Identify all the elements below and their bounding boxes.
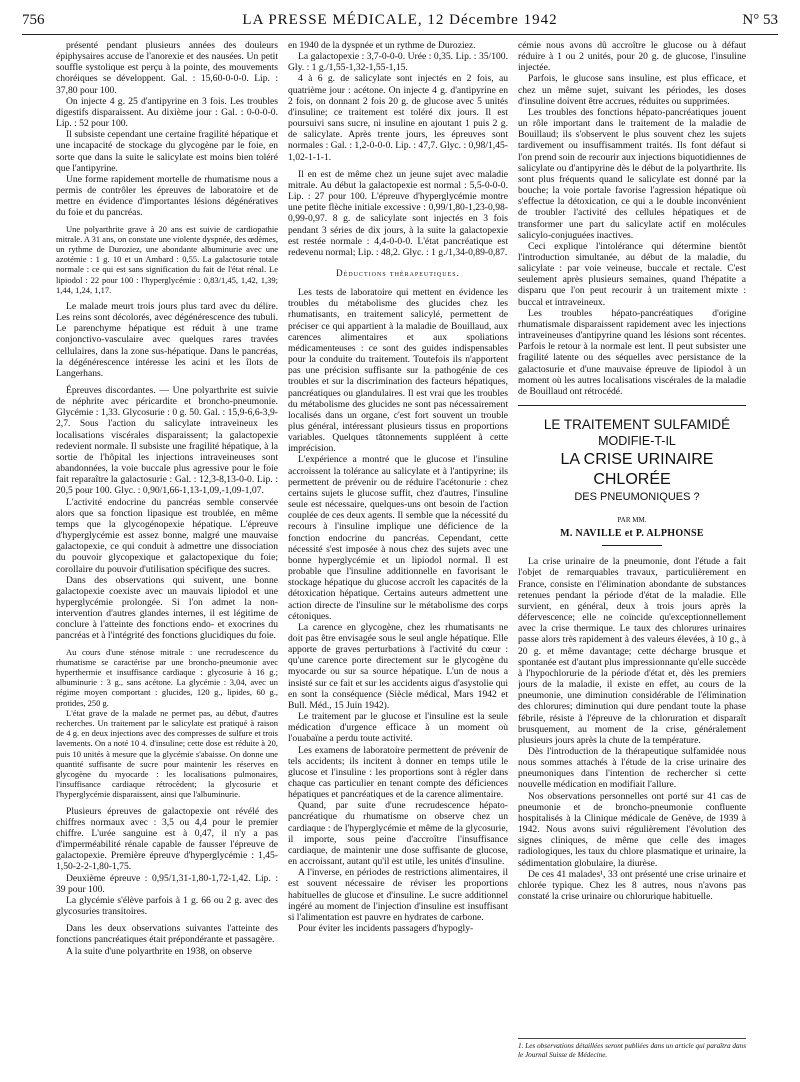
paragraph: Les troubles hépato-pancréatiques d'origine rhumatismale disparaissent rapidement avec les injections intraveineuses d'antipyrine quand les lésions sont récentes. Parfois le retour à la normale est lent. Il peut subsister une fragilité latente ou des séquelles avec persistance de la galactosurie et d'une mauvaise épreuve de lipiodol à un moment où les autres localisations viscérales de la maladie de Bouillaud ont rétrocédé. xyxy=(518,307,746,397)
paragraph: 4 à 6 g. de salicylate sont injectés en 2 fois, au quatrième jour : acétone. On injecte 4 g. d'antipyrine en 2 fois, on donnant 2 fois 20 g. de glucose avec 5 unités d'insuline; ce traitement est toléré dix jours. Il est poursuivi sans sucre, ni insuline en ajoutant 1 puis 2 g. de salicylate. Après trente jours, les épreuves sont normales : Gal. : 1,2-0-0-0. Lip. : 47,7. Glyc. : 0,98/1,45-1,02-1-1-1. xyxy=(288,73,508,163)
column-2 xyxy=(288,40,508,1068)
page-number: 756 xyxy=(22,12,45,28)
article-title-line1: LE TRAITEMENT SULFAMIDÉ xyxy=(543,417,731,432)
paragraph: Quand, par suite d'une recrudescence hépato-pancréatique du rhumatisme on observe chez un cardiaque : de l'hyperglycémie et même de la glycosurie, il importe, sous peine d'accroître l'insuffisance cardiaque, de maintenir une dose suffisante de glucose, en accroissant, autant qu'il est utile, les unités d'insuline. xyxy=(288,800,508,868)
column-1 xyxy=(56,40,278,1068)
paragraph: A l'inverse, en périodes de restrictions alimentaires, il est souvent nécessaire de réviser les proportions habituelles de glucose et d'insuline. Le sucre additionnel ingéré au moment de l'injection d'insuline est insuffisant si l'alimentation est pauvre en hydrates de carbone. xyxy=(288,867,508,923)
paragraph: Dans des observations qui suivent, une bonne galactopexie coexiste avec un mauvais lipiodol et une hyperglycémie prolongée. Si l'on admet la non-intervention d'autres glandes internes, il est légitime de conclure à l'atteinte des fonctions endo- et exocrines du pancréas et à l'intégrité des fonctions glucidiques du foie. xyxy=(56,574,278,642)
paragraph: Les examens de laboratoire permettent de prévenir de tels accidents; ils incitent à donner en temps utile le glucose et l'insuline : les proportions sont à régler dans chaque cas particulier en tenant compte des déficiences hépatiques et pancréatiques et de la carence alimentaire. xyxy=(288,744,508,801)
paragraph: présenté pendant plusieurs années des douleurs épiphysaires accuse de l'anorexie et des nausées. Un petit souffle systolique est perçu à la pointe, des mouvements choréiques se développent. Gal. : 15,60-0-0-0. Lip. : 37,80 pour 100. xyxy=(56,40,278,96)
paragraph: Dès l'introduction de la thérapeutique sulfamidée nous nous sommes attachés à l'étude de la crise urinaire des pneumoniques dans l'intention de rechercher si cette nouvelle médication en modifiait l'allure. xyxy=(518,745,746,791)
paragraph: Ceci explique l'intolérance qui détermine bientôt l'introduction simultanée, au début de la maladie, du salicylate : par voie veineuse, buccale et rectale. C'est seulement après plusieurs semaines, quand l'hépatite a disparu que l'on peut recourir à un traitement mixte : buccal et intraveineux. xyxy=(518,240,746,308)
paragraph: Deuxième épreuve : 0,95/1,31-1,80-1,72-1,42. Lip. : 39 pour 100. xyxy=(56,872,278,895)
journal-title: LA PRESSE MÉDICALE, 12 Décembre 1942 xyxy=(242,12,558,28)
authors: M. NAVILLE et P. ALPHONSE xyxy=(560,528,704,540)
paragraph: Parfois, le glucose sans insuline, est plus efficace, et chez un même sujet, suivant les périodes, les doses d'insuline doivent être accrues, réduites ou supprimées. xyxy=(518,73,746,107)
paragraph: Le malade meurt trois jours plus tard avec du délire. Les reins sont décolorés, avec dégénérescence des tubuli. Le parenchyme hépatique est réduit à une trame conjonctivo-vasculaire avec quelques rares travées cellulaires, dans la zone sus-hépatique. Dans le pancréas, la dégénérescence intéresse les acini et les îlots de Langerhans. xyxy=(56,300,278,379)
article-title-line3: LA CRISE URINAIRE CHLORÉE xyxy=(560,451,714,488)
byline-prefix: PAR MM. xyxy=(617,516,647,524)
paragraph: La carence en glycogène, chez les rhumatisants ne doit pas être envisagée sous le seul angle hépatique. Elle apporte de graves perturbations à l'activité du cœur : qu'une carence porte directement sur le glycogène du myocarde ou sur sa source hépatique. L'un de nous a insisté sur ce fait et sur les accidents aigus d'asystolie qui en sont la conséquence (Siècle médical, Mars 1942 et Bull. Méd., 15 Juin 1942). xyxy=(288,621,508,711)
paragraph: Les tests de laboratoire qui mettent en évidence les troubles du métabolisme des glucides chez les rhumatisants, en traitement salicylé, permettent de préciser ce qui appartient à la maladie de Bouillaud, aux carences alimentaires et aux spoliations médicamenteuses : ce sont des guides indispensables pour la conduite du traitement. Toutefois ils n'apportent pas une précision suffisante sur la pathogénie de ces troubles et sur la discrimination des facteurs hépatiques, pancréatiques ou glandulaires. Il est vrai que les troubles du métabolisme des glucides ne sont pas nécessairement localisés dans un organe, c'est fort souvent un trouble plus général, intéressant plusieurs tissus en proportions variables. Quelques tâtonnements suppléent à cette imprécision. xyxy=(288,287,508,455)
paragraph: cémie nous avons dû accroître le glucose ou à défaut réduire à 1 ou 2 unités, pour 20 g. de glucose, l'insuline injectée. xyxy=(518,40,746,74)
paragraph: Dans les deux observations suivantes l'atteinte des fonctions pancréatiques était prépondérante et passagère. xyxy=(56,923,278,946)
paragraph: A la suite d'une polyarthrite en 1938, on observe xyxy=(66,945,252,957)
paragraph: On injecte 4 g. 25 d'antipyrine en 3 fois. Les troubles digestifs disparaissent. Au dixième jour : Gal. : 0-0-0-0. Lip. : 52 pour 100. xyxy=(56,95,278,130)
paragraph: La galactopexie : 3,7-0-0-0. Urée : 0,35. Lip. : 35/100. Gly. : 1 g./1,55-1,32-1,55-1,15. xyxy=(288,51,508,74)
paragraph: De ces 41 malades¹, 33 ont présenté une crise urinaire et chlorée typique. Chez les 8 autres, nous n'avons pas constaté la crise urinaire ou chlorurique habituelle. xyxy=(518,868,746,902)
paragraph: Une forme rapidement mortelle de rhumatisme nous a permis de contrôler les épreuves de laboratoire et de mettre en évidence d'importantes lésions dégénératives du foie et du pancréas. xyxy=(56,173,278,219)
page-header xyxy=(22,12,778,35)
column-3 xyxy=(518,40,746,1068)
divider xyxy=(602,545,662,546)
case-note: L'état grave de la malade ne permet pas, au début, d'autres recherches. Un traitement par le salicylate est pratiqué à raison de 4 g. en deux injections avec des compresses de sulfure et trois lavements. On a noté 10 4. d'insuline; cette dose est réduite à 20, puis 10 unités à mesure que la glycémie s'abaisse. On donne une quantité suffisante de sucre pour maintenir les réserves en glycogène du myocarde : les localisations pulmonaires, l'insuffisance cardiaque rétrocèdent; la glycosurie et l'hyperglycémie disparaissent, ainsi que l'albuminurie. xyxy=(56,707,278,800)
paragraph: Le traitement par le glucose et l'insuline est la seule médication d'urgence efficace à un moment où l'ouabaïne a perdu toute activité. xyxy=(288,711,508,745)
paragraph: en 1940 de la dyspnée et un rythme de Duroziez. xyxy=(288,40,476,51)
paragraph: Il en est de même chez un jeune sujet avec maladie mitrale. Au début la galactopexie est normal : 5,5-0-0-0. Lip. : 27 pour 100. L'épreuve d'hyperglycémie montre une petite flèche initiale excessive : 0,99/1,80-1,23-0,98-0,99-0,97. 8 g. de salicylate sont injectés en 3 fois pendant 3 séries de dix jours, à la suite la galactopexie est restée normale : 4,4-0-0-0. L'état pancréatique est redevenu normal; Lip. : 48,2. Glyc. : 1 g./1,34-0,89-0,87. xyxy=(288,168,508,258)
section-heading: Déductions thérapeutiques. xyxy=(336,267,460,278)
case-note: Au cours d'une sténose mitrale : une recrudescence du rhumatisme se caractérise par une broncho-pneumonie avec hyperthermie et insuffisance cardiaque : glycosurie à 16 g.; albuminurie : 3 g., sans acétone. La glycémie : 3,04, avec un régime moyen comportant : glucides, 120 g., lipides, 60 g., protides, 250 g. xyxy=(56,646,278,708)
article-title-line4: DES PNEUMONIQUES ? xyxy=(574,491,700,503)
divider xyxy=(518,405,746,406)
paragraph: Nos observations personnelles ont porté sur 41 cas de pneumonie et de broncho-pneumonie confluente hospitalisés à la Clinique médicale de Genève, de 1939 à 1942. Nous avons suivi régulièrement l'évolution des signes cliniques, de même que celle des images radiologiques, les taux du chlore plasmatique et urinaire, la sédimentation globulaire, la diurèse. xyxy=(518,790,746,869)
paragraph: Pour éviter les incidents passagers d'hypogly- xyxy=(298,923,474,935)
paragraph: La glycémie s'élève parfois à 1 g. 66 ou 2 g. avec des glycosuries transitoires. xyxy=(56,894,278,918)
case-note: Une polyarthrite grave à 20 ans est suivie de cardiopathie mitrale. A 31 ans, on constate une violente dyspnée, des œdèmes, un rythme de Duroziez, une abondante albuminurie avec une azotémie : 1 g. 10 et un Ambard : 0,55. La galactosurie totale normale : ce qui est sans signification du fait de l'état rénal. Le lipiodol : 22 pour 100 : l'hyperglycémie : 0,83/1,45, 1,42, 1,39; 1,44, 1,24, 1,17. xyxy=(56,223,278,295)
paragraph: Les troubles des fonctions hépato-pancréatiques jouent un rôle important dans le traitement de la maladie de Bouillaud; ils s'observent le plus souvent chez les sujets tardivement ou insuffisamment traités. Ils font défaut si l'on prend soin de recourir aux injections biquotidiennes de salicylate ou d'antipyrine dès le début de la polyarthrite. Ils sont plus fréquents quand le salicylate est donné par la bouche; la voie portale favorise l'agression hépatique où s'effectue la détoxication, ce qui a le double inconvénient de troubler l'activité des cellules hépatiques et de transformer une part du salicylate actif en molécules salicylo-conjuguées inactives. xyxy=(518,106,746,241)
footnote: 1. Les observations détaillées seront publiées dans un article qui paraîtra dans le Journal Suisse de Médecine. xyxy=(518,1038,746,1060)
paragraph: L'expérience a montré que le glucose et l'insuline accroissent la tolérance au salicylate et à l'antipyrine; ils permettent de prévenir ou de réduire l'acétonurie : chez certains sujets le glucose suffit, chez d'autres, l'insuline seule est nécessaire, quelques-uns ont besoin de l'action couplée de ces deux agents. Il semble que la nécessité du recours à l'insuline implique une déficience de la fonction endocrine du pancréas. Cependant, cette nécessité s'est imposée à nous chez des sujets avec une bonne hyperglycémie et un lipiodol normal. Il est probable que l'insuline additionnelle en favorisant le stockage hépatique du glucose accroît les capacités de la détoxication hépatique. Certains auteurs admettent une action directe de l'insuline sur le métabolisme des corps cétoniques. xyxy=(288,454,508,622)
paragraph: Plusieurs épreuves de galactopexie ont révélé des chiffres normaux avec : 3,5 ou 4,4 pour le premier chiffre. L'urée sanguine est à 0,47, il n'y a pas d'imperméabilité rénale capable de fausser l'épreuve de galactopexie. Première épreuve d'hyperglycémie : 1,45-1,50-2-2-1,80-1,75. xyxy=(56,805,278,873)
article-title-line2: MODIFIE-T-IL xyxy=(598,434,676,448)
paragraph: Il subsiste cependant une certaine fragilité hépatique et une incapacité de stockage du glycogène par le foie, en sorte que dans la suite le salicylate est moins bien toléré que l'antipyrine. xyxy=(56,129,278,174)
paragraph: La crise urinaire de la pneumonie, dont l'étude a fait l'objet de remarquables travaux, particulièrement en France, consiste en l'élimination abondante de substances retenues pendant la période d'état de la maladie. Elle survient, en général, deux à trois jours après la défervescence; elle ne coïncide qu'exceptionnellement avec la crise thermique. Le taux des chlorures urinaires passe alors très rapidement à des valeurs élevées, à 10 g., à 20 g. et même davantage; cette décharge brusque et spontanée est d'autant plus impressionnante qu'elle succède à l'hypochlorurie de la période d'état et, dès les premiers jours de la maladie, il existe en effet, au cours de la pneumonie, une diminution considérable de l'élimination des chlorures; diminution qui dure pendant toute la phase fébrile, résiste à l'épreuve de la chloruration et disparaît brusquement, au moment de la crise, généralement plusieurs jours après la chute de la température. xyxy=(518,556,746,746)
paragraph: Épreuves discordantes. — Une polyarthrite est suivie de néphrite avec péricardite et broncho-pneumonie. Glycémie : 1,33. Glycosurie : 0 g. 50. Gal. : 15,9-6,6-3,9-2,7. Sous l'action du salicylate intraveineux les localisations viscérales disparaissent; la galactopexie redevient normale. Il subsiste une fragilité hépatique, à la sortie de l'hôpital les injections intraveineuses sont abandonnées, la voie buccale plus agressive pour le foie fait reparaître la galactosurie : Gal. : 12,3-8,13-0-0. Lip. : 20,5 pour 100. Glyc. : 0,90/1,66-1,13-1,09,-1,09-1,07. xyxy=(56,385,278,497)
paragraph: L'activité endocrine du pancréas semble conservée alors que sa fonction lipasique est troublée, en même temps que la glycogénopexie hépatique. L'épreuve d'hyperglycémie est assez bonne, malgré une mauvaise galactopexie, ce qui conduit à admettre une dissociation du pouvoir glycopexique et galactopexique du foie; corollaire du pouvoir d'utilisation spécifique des sucres. xyxy=(56,496,278,575)
issue-number: N° 53 xyxy=(742,12,778,28)
